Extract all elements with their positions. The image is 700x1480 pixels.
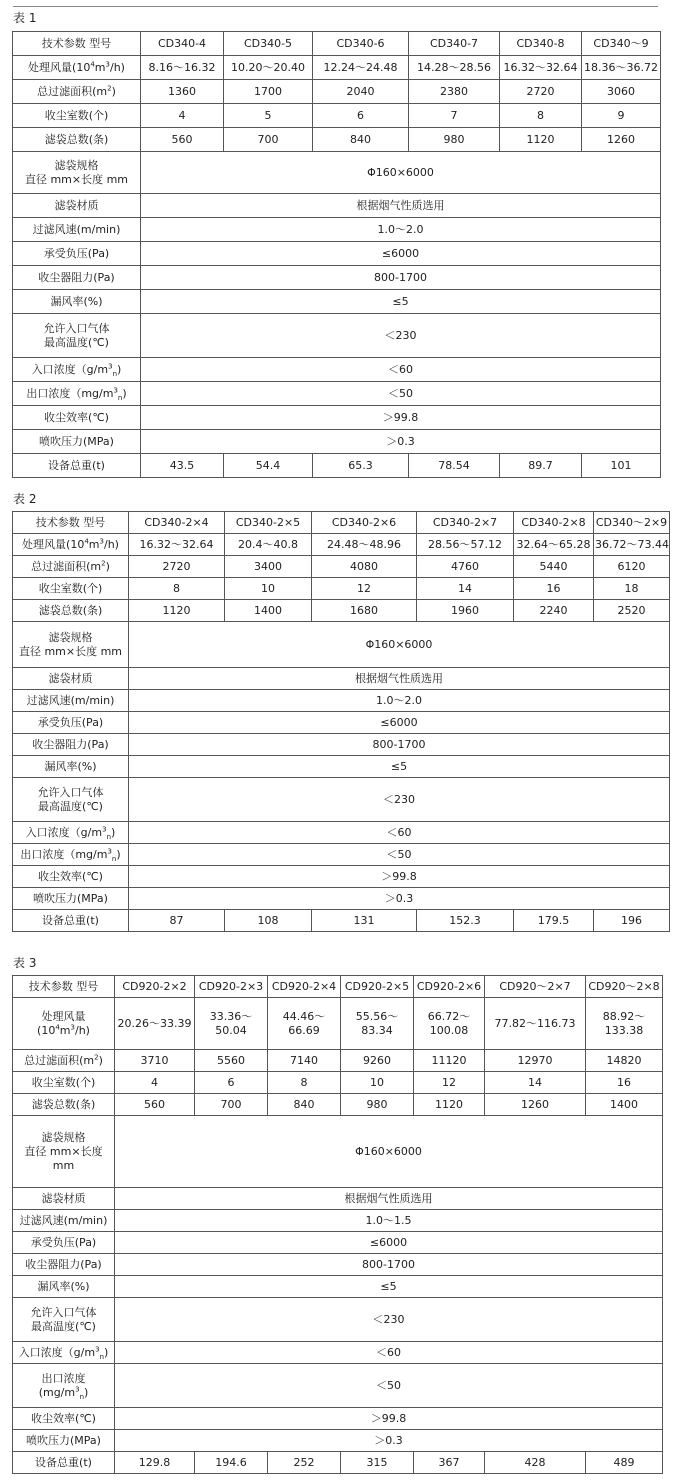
model-header-cell: CD340-2×4 [129,512,225,534]
value-cell: 16 [514,578,594,600]
model-header-cell: CD920-2×5 [341,976,414,998]
row-label-cell: 滤袋规格 直径 mm×长度 mm [13,152,141,194]
row-label-cell: 收尘室数(个) [13,104,141,128]
row-label-cell: 漏风率(%) [13,1276,115,1298]
value-cell: 7 [409,104,500,128]
value-cell: 14 [485,1072,586,1094]
table-row [13,556,670,578]
table-row [13,430,661,454]
row-label-cell: 喷吹压力(MPa) [13,430,141,454]
value-cell: 131 [312,910,417,932]
merged-value-cell: ≤5 [141,290,661,314]
value-cell: 18.36～36.72 [582,56,661,80]
value-cell: 89.7 [500,454,582,478]
table-header-row [13,976,663,998]
model-header-cell: CD340～2×9 [594,512,670,534]
merged-value-cell: 根据烟气性质选用 [115,1188,663,1210]
row-label-cell: 滤袋总数(条) [13,1094,115,1116]
row-label-cell: 处理风量$(10^4m^3/h)$ [13,534,129,556]
merged-value-cell: 根据烟气性质选用 [129,668,670,690]
table-row [13,998,663,1050]
value-cell: 560 [115,1094,195,1116]
table-row [13,778,670,822]
top-divider [13,6,658,7]
value-cell: 16.32～32.64 [500,56,582,80]
value-cell: 3710 [115,1050,195,1072]
row-label-cell: 入口浓度$(g/m^3_n)$ [13,1342,115,1364]
value-cell: 12 [312,578,417,600]
row-label-cell: 漏风率(%) [13,290,141,314]
table-row [13,1342,663,1364]
row-label-cell: 喷吹压力(MPa) [13,888,129,910]
merged-value-cell: ≤5 [129,756,670,778]
table-row [13,218,661,242]
table-row [13,866,670,888]
value-cell: 54.4 [224,454,313,478]
value-cell: 2520 [594,600,670,622]
value-cell: 44.46～ 66.69 [268,998,341,1050]
merged-value-cell: ＜230 [129,778,670,822]
value-cell: 11120 [414,1050,485,1072]
model-header-cell: CD920～2×8 [586,976,663,998]
model-header-cell: CD340-5 [224,32,313,56]
value-cell: 10 [225,578,312,600]
value-cell: 367 [414,1452,485,1474]
table-row [13,1050,663,1072]
row-label-cell: 滤袋材质 [13,668,129,690]
value-cell: 12.24～24.48 [313,56,409,80]
value-cell: 108 [225,910,312,932]
row-label-cell: 处理风量$(10^4m^3/h)$ [13,56,141,80]
value-cell: 65.3 [313,454,409,478]
model-header-cell: CD920-2×6 [414,976,485,998]
model-header-cell: CD340-2×7 [417,512,514,534]
spec-table [12,975,663,1474]
value-cell: 315 [341,1452,414,1474]
row-label-cell: 允许入口气体 最高温度(℃) [13,314,141,358]
model-header-cell: CD340-6 [313,32,409,56]
merged-value-cell: 1.0～2.0 [129,690,670,712]
row-label-cell: 总过滤面积$(m^2)$ [13,1050,115,1072]
row-label-cell: 滤袋总数(条) [13,600,129,622]
merged-value-cell: Φ160×6000 [141,152,661,194]
merged-value-cell: ＜50 [141,382,661,406]
value-cell: 14 [417,578,514,600]
value-cell: 840 [313,128,409,152]
value-cell: 428 [485,1452,586,1474]
value-cell: 8 [500,104,582,128]
merged-value-cell: Φ160×6000 [115,1116,663,1188]
merged-value-cell: 1.0～1.5 [115,1210,663,1232]
model-header-cell: CD920-2×4 [268,976,341,998]
row-label-cell: 设备总重(t) [13,1452,115,1474]
value-cell: 12 [414,1072,485,1094]
value-cell: 6 [195,1072,268,1094]
row-label-cell: 滤袋规格 直径 mm×长度 mm [13,622,129,668]
value-cell: 87 [129,910,225,932]
table-row [13,128,661,152]
value-cell: 8 [268,1072,341,1094]
value-cell: 194.6 [195,1452,268,1474]
row-label-cell: 允许入口气体 最高温度(℃) [13,778,129,822]
table-row [13,600,670,622]
value-cell: 20.4～40.8 [225,534,312,556]
table-row [13,1188,663,1210]
value-cell: 1360 [141,80,224,104]
table-row [13,358,661,382]
header-label-cell: 技术参数 型号 [13,32,141,56]
value-cell: 2720 [500,80,582,104]
value-cell: 9260 [341,1050,414,1072]
merged-value-cell: ＞0.3 [129,888,670,910]
row-label-cell: 入口浓度$(g/m^3_n)$ [13,822,129,844]
table-header-row [13,32,661,56]
value-cell: 88.92～133.38 [586,998,663,1050]
table-row [13,734,670,756]
value-cell: 14.28～28.56 [409,56,500,80]
table-row [13,910,670,932]
table-row [13,1408,663,1430]
table-row [13,1072,663,1094]
value-cell: 1680 [312,600,417,622]
table-row [13,822,670,844]
model-header-cell: CD340-7 [409,32,500,56]
table-row [13,534,670,556]
row-label-cell: 过滤风速(m/min) [13,1210,115,1232]
value-cell: 152.3 [417,910,514,932]
value-cell: 6120 [594,556,670,578]
value-cell: 32.64～65.28 [514,534,594,556]
value-cell: 1120 [414,1094,485,1116]
merged-value-cell: ≤6000 [141,242,661,266]
table-row [13,888,670,910]
value-cell: 28.56～57.12 [417,534,514,556]
table-row [13,382,661,406]
table-row [13,690,670,712]
row-label-cell: 过滤风速(m/min) [13,690,129,712]
table-row [13,622,670,668]
row-label-cell: 收尘器阻力(Pa) [13,1254,115,1276]
row-label-cell: 承受负压(Pa) [13,242,141,266]
model-header-cell: CD340～9 [582,32,661,56]
model-header-cell: CD340-8 [500,32,582,56]
table-row [13,756,670,778]
value-cell: 4 [141,104,224,128]
merged-value-cell: ＞0.3 [141,430,661,454]
table-row [13,266,661,290]
table-row [13,1430,663,1452]
value-cell: 8 [129,578,225,600]
row-label-cell: 收尘效率(℃) [13,406,141,430]
row-label-cell: 喷吹压力(MPa) [13,1430,115,1452]
value-cell: 10.20～20.40 [224,56,313,80]
value-cell: 1400 [225,600,312,622]
value-cell: 18 [594,578,670,600]
merged-value-cell: 根据烟气性质选用 [141,194,661,218]
table-row [13,194,661,218]
row-label-cell: 总过滤面积$(m^2)$ [13,80,141,104]
row-label-cell: 滤袋材质 [13,1188,115,1210]
value-cell: 700 [224,128,313,152]
row-label-cell: 允许入口气体 最高温度(℃) [13,1298,115,1342]
merged-value-cell: Φ160×6000 [129,622,670,668]
table-row [13,1094,663,1116]
table-row [13,712,670,734]
row-label-cell: 承受负压(Pa) [13,1232,115,1254]
merged-value-cell: 800-1700 [141,266,661,290]
model-header-cell: CD920-2×3 [195,976,268,998]
model-header-cell: CD920-2×2 [115,976,195,998]
value-cell: 9 [582,104,661,128]
table-row [13,1210,663,1232]
merged-value-cell: ＜230 [141,314,661,358]
value-cell: 16.32～32.64 [129,534,225,556]
merged-value-cell: ＜60 [129,822,670,844]
row-label-cell: 收尘效率(℃) [13,866,129,888]
value-cell: 66.72～ 100.08 [414,998,485,1050]
row-label-cell: 收尘室数(个) [13,578,129,600]
merged-value-cell: ＜50 [115,1364,663,1408]
value-cell: 3060 [582,80,661,104]
value-cell: 1260 [485,1094,586,1116]
value-cell: 196 [594,910,670,932]
row-label-cell: 出口浓度 $(mg/m^3_n)$ [13,1364,115,1408]
value-cell: 129.8 [115,1452,195,1474]
value-cell: 1260 [582,128,661,152]
model-header-cell: CD340-2×5 [225,512,312,534]
table-row [13,1116,663,1188]
value-cell: 980 [409,128,500,152]
row-label-cell: 漏风率(%) [13,756,129,778]
value-cell: 2720 [129,556,225,578]
table-row [13,1276,663,1298]
row-label-cell: 总过滤面积$(m^2)$ [13,556,129,578]
value-cell: 1700 [224,80,313,104]
row-label-cell: 收尘效率(℃) [13,1408,115,1430]
merged-value-cell: 800-1700 [129,734,670,756]
merged-value-cell: ＞0.3 [115,1430,663,1452]
value-cell: 12970 [485,1050,586,1072]
table-row [13,1452,663,1474]
row-label-cell: 承受负压(Pa) [13,712,129,734]
value-cell: 1120 [129,600,225,622]
table-row [13,1364,663,1408]
value-cell: 980 [341,1094,414,1116]
value-cell: 8.16～16.32 [141,56,224,80]
value-cell: 7140 [268,1050,341,1072]
table-row [13,104,661,128]
table-caption: 表 1 [13,11,37,25]
value-cell: 43.5 [141,454,224,478]
value-cell: 4080 [312,556,417,578]
table-row [13,242,661,266]
value-cell: 252 [268,1452,341,1474]
value-cell: 489 [586,1452,663,1474]
merged-value-cell: ＞99.8 [115,1408,663,1430]
value-cell: 1400 [586,1094,663,1116]
value-cell: 101 [582,454,661,478]
table-row [13,56,661,80]
value-cell: 14820 [586,1050,663,1072]
value-cell: 77.82～116.73 [485,998,586,1050]
row-label-cell: 滤袋规格 直径 mm×长度 mm [13,1116,115,1188]
table-row [13,1232,663,1254]
value-cell: 1120 [500,128,582,152]
value-cell: 2240 [514,600,594,622]
row-label-cell: 出口浓度$(mg/m^3_n)$ [13,382,141,406]
table-row [13,1254,663,1276]
merged-value-cell: ＞99.8 [129,866,670,888]
value-cell: 1960 [417,600,514,622]
value-cell: 840 [268,1094,341,1116]
row-label-cell: 滤袋材质 [13,194,141,218]
value-cell: 2380 [409,80,500,104]
row-label-cell: 入口浓度$(g/m^3_n)$ [13,358,141,382]
value-cell: 20.26～33.39 [115,998,195,1050]
merged-value-cell: ≤5 [115,1276,663,1298]
header-label-cell: 技术参数 型号 [13,512,129,534]
value-cell: 6 [313,104,409,128]
table-row [13,454,661,478]
header-label-cell: 技术参数 型号 [13,976,115,998]
table-caption: 表 2 [13,492,37,506]
row-label-cell: 设备总重(t) [13,454,141,478]
value-cell: 33.36～ 50.04 [195,998,268,1050]
value-cell: 700 [195,1094,268,1116]
row-label-cell: 收尘室数(个) [13,1072,115,1094]
table-row [13,1298,663,1342]
merged-value-cell: ≤6000 [115,1232,663,1254]
value-cell: 4760 [417,556,514,578]
row-label-cell: 设备总重(t) [13,910,129,932]
table-row [13,668,670,690]
value-cell: 560 [141,128,224,152]
row-label-cell: 过滤风速(m/min) [13,218,141,242]
value-cell: 78.54 [409,454,500,478]
merged-value-cell: ＜230 [115,1298,663,1342]
row-label-cell: 处理风量 $(10^4m^3/h)$ [13,998,115,1050]
merged-value-cell: ≤6000 [129,712,670,734]
value-cell: 5440 [514,556,594,578]
merged-value-cell: ＜50 [129,844,670,866]
merged-value-cell: ＜60 [141,358,661,382]
value-cell: 5 [224,104,313,128]
model-header-cell: CD340-2×8 [514,512,594,534]
row-label-cell: 收尘器阻力(Pa) [13,734,129,756]
table-caption: 表 3 [13,956,37,970]
value-cell: 4 [115,1072,195,1094]
value-cell: 16 [586,1072,663,1094]
table-header-row [13,512,670,534]
merged-value-cell: ＞99.8 [141,406,661,430]
value-cell: 179.5 [514,910,594,932]
spec-table [12,31,661,478]
value-cell: 36.72～73.44 [594,534,670,556]
row-label-cell: 收尘器阻力(Pa) [13,266,141,290]
model-header-cell: CD340-4 [141,32,224,56]
table-row [13,290,661,314]
table-row [13,844,670,866]
merged-value-cell: 1.0～2.0 [141,218,661,242]
spec-table [12,511,670,932]
value-cell: 10 [341,1072,414,1094]
model-header-cell: CD920～2×7 [485,976,586,998]
table-row [13,578,670,600]
model-header-cell: CD340-2×6 [312,512,417,534]
value-cell: 2040 [313,80,409,104]
value-cell: 3400 [225,556,312,578]
value-cell: 55.56～ 83.34 [341,998,414,1050]
row-label-cell: 滤袋总数(条) [13,128,141,152]
merged-value-cell: ＜60 [115,1342,663,1364]
table-row [13,314,661,358]
table-row [13,80,661,104]
row-label-cell: 出口浓度$(mg/m^3_n)$ [13,844,129,866]
table-row [13,152,661,194]
value-cell: 5560 [195,1050,268,1072]
table-row [13,406,661,430]
merged-value-cell: 800-1700 [115,1254,663,1276]
value-cell: 24.48～48.96 [312,534,417,556]
